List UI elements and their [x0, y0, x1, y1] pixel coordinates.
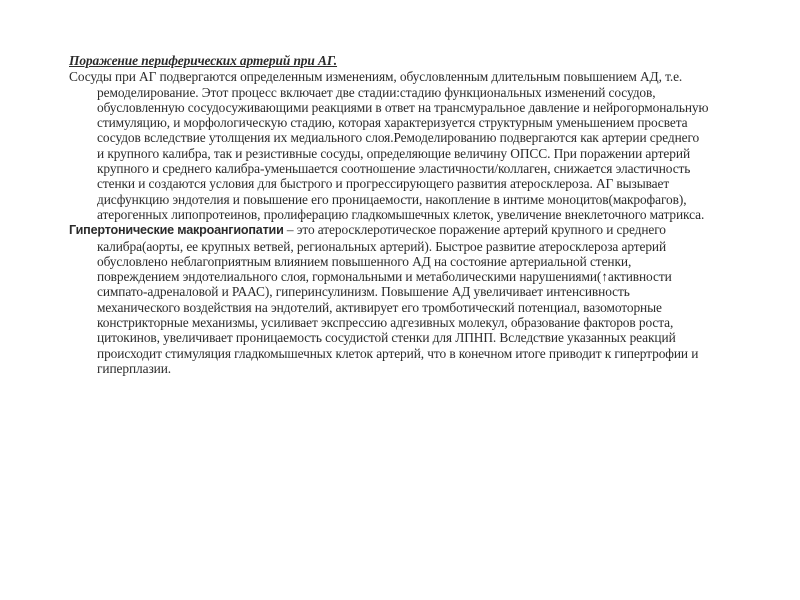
section-heading: Поражение периферических артерий при АГ.: [69, 53, 338, 68]
paragraph-macroangiopathy: [69, 222, 709, 376]
slide-content: [69, 53, 709, 376]
paragraph-remodeling: Сосуды при АГ подвергаются определенным изменениям, обусловленным длительным повышением АД, т.е. ремоделирование. Этот процесс включает две стадии:стадию функциональных изменений сосудов, обусловленную сосудосуживающими реакциями в ответ на трансмуральное давление и нейрогормональную стимуляцию, и морфологическую стадию, которая характеризуется структурным уменьшением просвета сосудов вследствие утолщения их медиального слоя.Ремоделированию подвергаются как артерии среднего и крупного калибра, так и резистивные сосуды, определяющие величину ОПСС. При поражении артерий крупного и среднего калибра-уменьшается соотношение эластичности/коллаген, снижается эластичность стенки и создаются условия для быстрого и прогрессирующего развития атеросклероза. АГ вызывает дисфункцию эндотелия и повышение его проницаемости, накопление в интиме моноцитов(макрофагов), атерогенных липопротеинов, пролиферацию гладкомышечных клеток, увеличение внеклеточного матрикса.: [69, 69, 709, 222]
term-macroangiopathy: Гипертонические макроангиопатии: [69, 223, 284, 238]
paragraph-macroangiopathy-text: – это атеросклеротическое поражение артерий крупного и среднего калибра(аорты, ее крупных ветвей, региональных артерий). Быстрое развитие атеросклероза артерий обусловлено неблагоприятным влиянием повышенного АД на состояние артериальной стенки, повреждением эндотелиального слоя, гормональными и метаболическими нарушениями(↑активности симпато-адреналовой и РААС), гиперинсулинизм. Повышение АД увеличивает интенсивность механического воздействия на эндотелий, активирует его тромботический потенциал, вазомоторные констрикторные механизмы, усиливает экспрессию адгезивных молекул, образование факторов роста, цитокинов, увеличивает проницаемость сосудистой стенки для ЛПНП. Вследствие указанных реакций происходит стимуляция гладкомышечных клеток артерий, что в конечном итоге приводит к гипертрофии и гиперплазии.: [97, 222, 699, 376]
